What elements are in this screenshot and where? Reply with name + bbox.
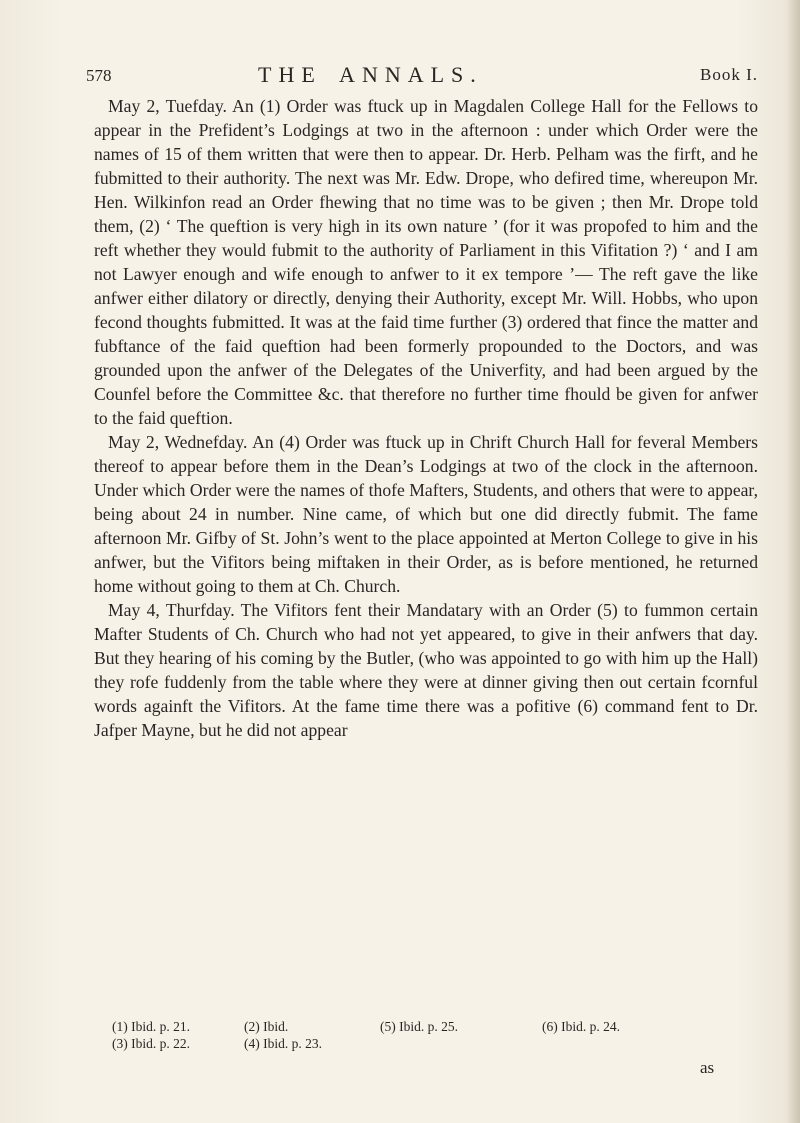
footnote-5: (5) Ibid. p. 25.	[380, 1019, 458, 1034]
paragraph-may-2-wednesday: May 2, Wednefday. An (4) Order was ftuck up in Chrift Church Hall for feveral Members thereof to appear before them in the Dean’s Lodgings at two of the clock in the afternoon. Under which Order were the names of thofe Mafters, Students, and others that were to appear, being about 24 in number. Nine came, of which but one did directly fubmit. The fame afternoon Mr. Gifby of St. John’s went to the place appointed at Merton College to give in his anfwer, but the Vifitors being miftaken in their Order, as is before mentioned, he returned home without going to them at Ch. Church.	[94, 432, 758, 596]
paragraph-may-2-tuesday: May 2, Tuefday. An (1) Order was ftuck up in Magdalen College Hall for the Fellows to appear in the Prefident’s Lodgings at two in the afternoon : under which Order were the names of 15 of them written that were then to appear. Dr. Herb. Pelham was the firft, and he fubmitted to their authority. The next was Mr. Edw. Drope, who defired time, whereupon Mr. Hen. Wilkinfon read an Order fhewing that no time was to be given ; then Mr. Drope told them, (2) ‘ The queftion is very high in its own nature ’ (for it was propofed to him and the reft whether they would fubmit to the authority of Parliament in this Vifitation ?) ‘ and I am not Lawyer enough and wife enough to anfwer to it ex tempore ’— The reft gave the like anfwer either dilatory or directly, denying their Authority, except Mr. Will. Hobbs, who upon fecond thoughts fubmitted. It was at the faid time further (3) ordered that fince the matter and fubftance of the faid queftion had been formerly propounded to the Doctors, and was grounded upon the anfwer of the Delegates of the Univerfity, and had been argued by the Counfel before the Committee &c. that therefore no further time fhould be given for anfwer to the faid queftion.	[94, 96, 758, 428]
footnote-6: (6) Ibid. p. 24.	[542, 1019, 620, 1034]
body-text	[94, 94, 758, 742]
footnote-2: (2) Ibid.	[244, 1019, 289, 1034]
book-label: Book I.	[700, 65, 758, 84]
footnote-3: (3) Ibid. p. 22.	[112, 1036, 190, 1051]
footnote-1: (1) Ibid. p. 21.	[112, 1019, 190, 1034]
running-head: THE ANNALS.	[258, 62, 483, 87]
page-header	[86, 62, 758, 88]
footnote-row	[112, 1035, 752, 1052]
page-edge-shadow	[786, 0, 800, 1123]
footnotes	[112, 1018, 752, 1052]
page-number: 578	[86, 66, 112, 85]
footnote-row	[112, 1018, 752, 1035]
paragraph-may-4-thursday: May 4, Thurfday. The Vifitors fent their Mandatary with an Order (5) to fummon certain Mafter Students of Ch. Church who had not yet appeared, to give in their anfwers that day. But they hearing of his coming by the Butler, (who was appointed to go with him up the Hall) they rofe fuddenly from the table where they were at dinner giving then out certain fcornful words againft the Vifitors. At the fame time there was a pofitive (6) command fent to Dr. Jafper Mayne, but he did not appear	[94, 600, 758, 740]
footnote-4: (4) Ibid. p. 23.	[244, 1036, 322, 1051]
catchword: as	[700, 1058, 715, 1077]
